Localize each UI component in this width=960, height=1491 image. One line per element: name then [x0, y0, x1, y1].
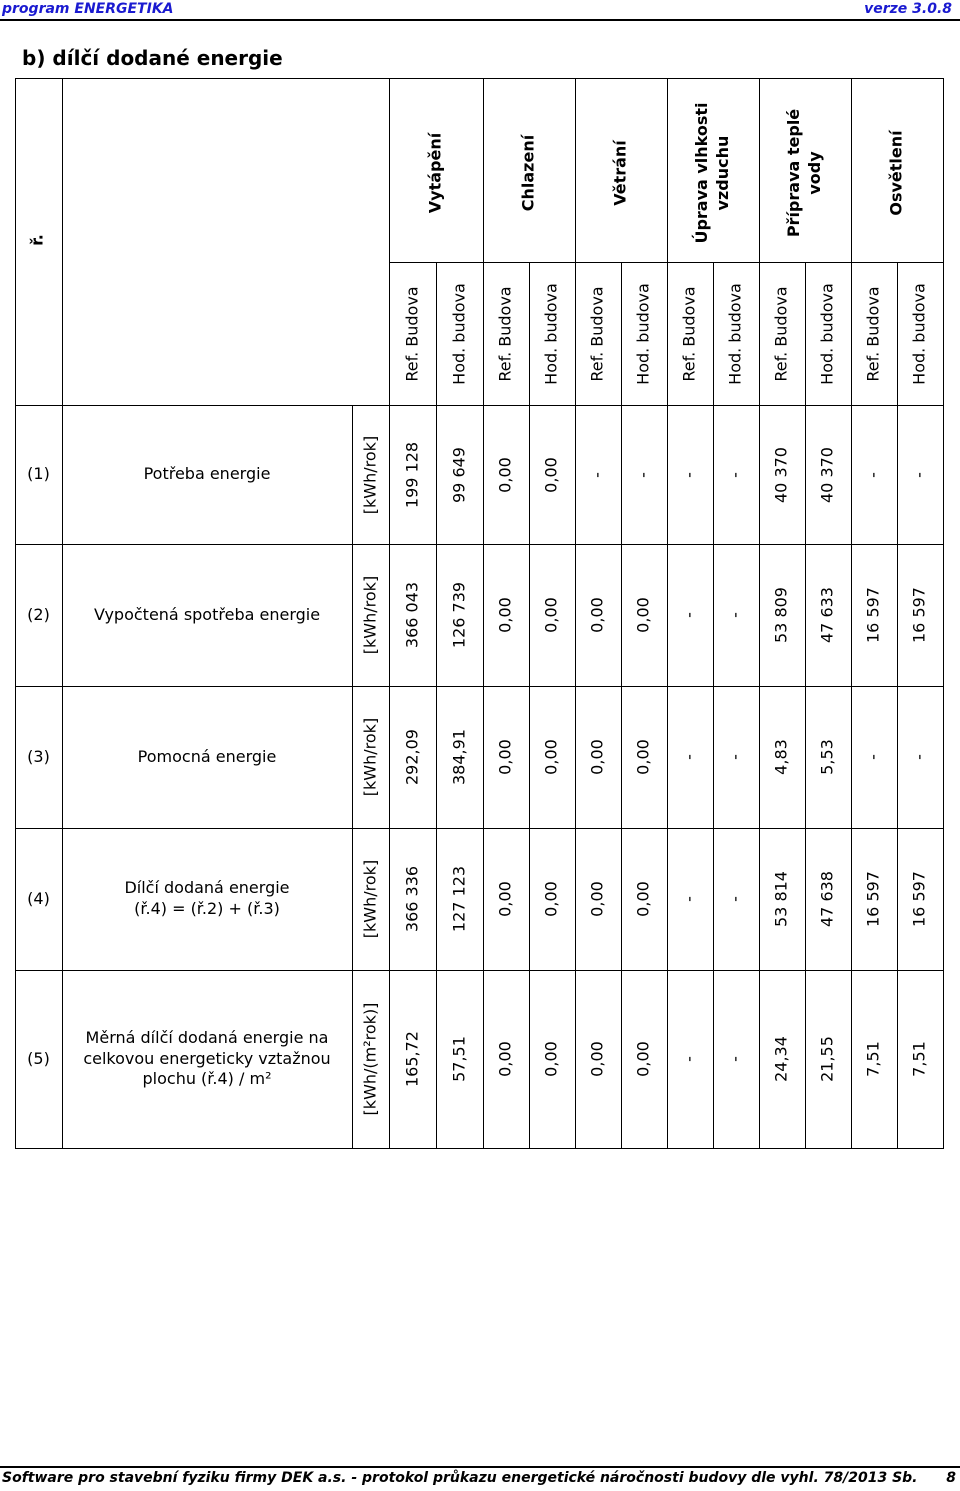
row-label-line: Pomocná energie: [137, 746, 277, 766]
row-unit: [kWh/(m²rok)]: [360, 1002, 380, 1116]
group-header-line: Příprava teplé: [784, 108, 804, 238]
building-label: Hod. budova: [449, 282, 469, 385]
grid-line: [15, 78, 944, 79]
section-title: b) dílčí dodané energie: [22, 46, 283, 70]
value-cell: 0,00: [633, 597, 653, 633]
row-label: [62, 970, 352, 1148]
value-cell: 0,00: [633, 881, 653, 917]
program-name: program ENERGETIKA: [2, 1, 174, 17]
value-cell: 366 336: [402, 865, 422, 933]
grid-line: [713, 262, 714, 1149]
building-label: Ref. Budova: [863, 285, 883, 382]
value-cell: 199 128: [402, 441, 422, 508]
program-version: verze 3.0.8: [864, 1, 952, 17]
group-header-line: Chlazení: [518, 134, 538, 212]
row-unit: [kWh/rok]: [360, 859, 380, 939]
row-unit: [kWh/rok]: [360, 717, 380, 797]
value-cell: 0,00: [587, 1041, 607, 1077]
value-cell: 0,00: [587, 739, 607, 775]
value-cell: 47 633: [817, 587, 837, 643]
value-cell: -: [725, 612, 745, 618]
row-unit: [kWh/rok]: [360, 435, 380, 514]
value-cell: -: [725, 896, 745, 902]
value-cell: -: [909, 754, 929, 760]
value-cell: 0,00: [541, 739, 561, 775]
grid-line: [621, 262, 622, 1149]
value-cell: 126 739: [449, 581, 469, 649]
row-label: [62, 686, 352, 828]
row-label-line: Potřeba energie: [143, 464, 271, 484]
value-cell: -: [679, 754, 699, 760]
grid-line: [943, 78, 944, 1149]
group-header: [784, 109, 826, 237]
group-header-line: Úprava vlhkosti: [692, 102, 712, 244]
grid-line: [667, 78, 668, 1149]
value-cell: -: [725, 471, 745, 478]
building-label: Ref. Budova: [495, 285, 515, 382]
value-cell: 0,00: [495, 597, 515, 633]
row-label-line: plochu (ř.4) / m²: [142, 1069, 272, 1089]
value-cell: 4,83: [771, 739, 791, 775]
group-header-line: Osvětlení: [886, 130, 906, 216]
grid-line: [389, 78, 390, 1149]
value-cell: 0,00: [495, 881, 515, 917]
value-cell: 21,55: [817, 1036, 837, 1082]
value-cell: 366 043: [402, 581, 422, 649]
footer-divider: [0, 1466, 960, 1468]
value-cell: 0,00: [633, 739, 653, 775]
row-label: [62, 405, 352, 544]
value-cell: 57,51: [449, 1036, 469, 1082]
group-header: [692, 102, 734, 243]
group-header: [887, 130, 908, 215]
row-number: (3): [27, 746, 50, 766]
value-cell: 24,34: [771, 1036, 791, 1082]
value-cell: 292,09: [402, 729, 422, 785]
row-label-line: celkovou energeticky vztažnou: [83, 1048, 331, 1068]
grid-line: [483, 78, 484, 1149]
value-cell: 99 649: [449, 446, 469, 503]
value-cell: 16 597: [863, 587, 883, 643]
group-header-line: vzduchu: [713, 135, 732, 211]
value-cell: 40 370: [817, 446, 837, 503]
row-number-header: ř.: [27, 234, 47, 246]
building-label: Hod. budova: [909, 282, 929, 385]
value-cell: -: [679, 1056, 699, 1062]
row-label-line: Měrná dílčí dodaná energie na: [85, 1027, 329, 1047]
value-cell: 0,00: [495, 456, 515, 493]
row-number: (5): [27, 1048, 50, 1068]
value-cell: -: [633, 471, 653, 478]
value-cell: 16 597: [863, 871, 883, 927]
grid-line: [575, 78, 576, 1149]
grid-line: [805, 262, 806, 1149]
building-label: Ref. Budova: [587, 285, 607, 382]
value-cell: 0,00: [587, 597, 607, 633]
building-label: Hod. budova: [725, 282, 745, 385]
value-cell: 0,00: [495, 739, 515, 775]
grid-line: [897, 262, 898, 1149]
group-header: [519, 135, 540, 211]
group-header-line: Větrání: [610, 140, 630, 206]
group-header: [426, 133, 447, 213]
value-cell: 0,00: [495, 1041, 515, 1077]
row-label-line: (ř.4) = (ř.2) + (ř.3): [134, 899, 280, 918]
value-cell: 0,00: [541, 597, 561, 633]
value-cell: 40 370: [771, 446, 791, 503]
value-cell: -: [679, 612, 699, 618]
grid-line: [436, 262, 437, 1149]
value-cell: 0,00: [541, 456, 561, 493]
value-cell: -: [725, 1056, 745, 1062]
row-number: (4): [27, 888, 50, 908]
row-number: (1): [27, 464, 50, 484]
value-cell: 165,72: [402, 1031, 422, 1087]
grid-line: [759, 78, 760, 1149]
value-cell: 53 809: [771, 587, 791, 643]
value-cell: -: [909, 471, 929, 478]
value-cell: -: [587, 471, 607, 478]
footer-text: Software pro stavební fyziku firmy DEK a.s. - protokol průkazu energetické náročnosti budovy dle vyhl. 78/2013 Sb.: [2, 1470, 918, 1486]
value-cell: 5,53: [817, 739, 837, 775]
value-cell: 16 597: [909, 587, 929, 643]
value-cell: -: [863, 754, 883, 760]
value-cell: 127 123: [449, 865, 469, 933]
row-label-line: Vypočtená spotřeba energie: [93, 604, 321, 624]
row-label: [62, 828, 352, 970]
value-cell: 7,51: [909, 1041, 929, 1077]
value-cell: -: [679, 471, 699, 478]
group-header-line: Vytápění: [425, 132, 445, 214]
row-label: [62, 544, 352, 686]
group-header: [611, 140, 632, 206]
grid-line: [851, 78, 852, 1149]
value-cell: 0,00: [541, 881, 561, 917]
value-cell: 0,00: [541, 1041, 561, 1077]
value-cell: 384,91: [449, 729, 469, 785]
value-cell: -: [863, 471, 883, 478]
group-header-line: vody: [805, 151, 824, 195]
building-label: Hod. budova: [633, 282, 653, 385]
value-cell: -: [679, 896, 699, 902]
building-label: Hod. budova: [817, 282, 837, 385]
value-cell: 47 638: [817, 871, 837, 927]
page-number: 8: [946, 1470, 956, 1486]
value-cell: 7,51: [863, 1041, 883, 1077]
grid-line: [352, 405, 353, 1149]
row-unit: [kWh/rok]: [360, 575, 380, 655]
value-cell: 0,00: [633, 1041, 653, 1077]
building-label: Ref. Budova: [771, 285, 791, 382]
building-label: Ref. Budova: [679, 285, 699, 382]
grid-line: [529, 262, 530, 1149]
row-number: (2): [27, 604, 50, 624]
value-cell: -: [725, 754, 745, 760]
building-label: Ref. Budova: [402, 285, 422, 382]
value-cell: 16 597: [909, 871, 929, 927]
row-label-line: Dílčí dodaná energie: [124, 878, 290, 898]
value-cell: 53 814: [771, 871, 791, 927]
value-cell: 0,00: [587, 881, 607, 917]
building-label: Hod. budova: [541, 282, 561, 385]
